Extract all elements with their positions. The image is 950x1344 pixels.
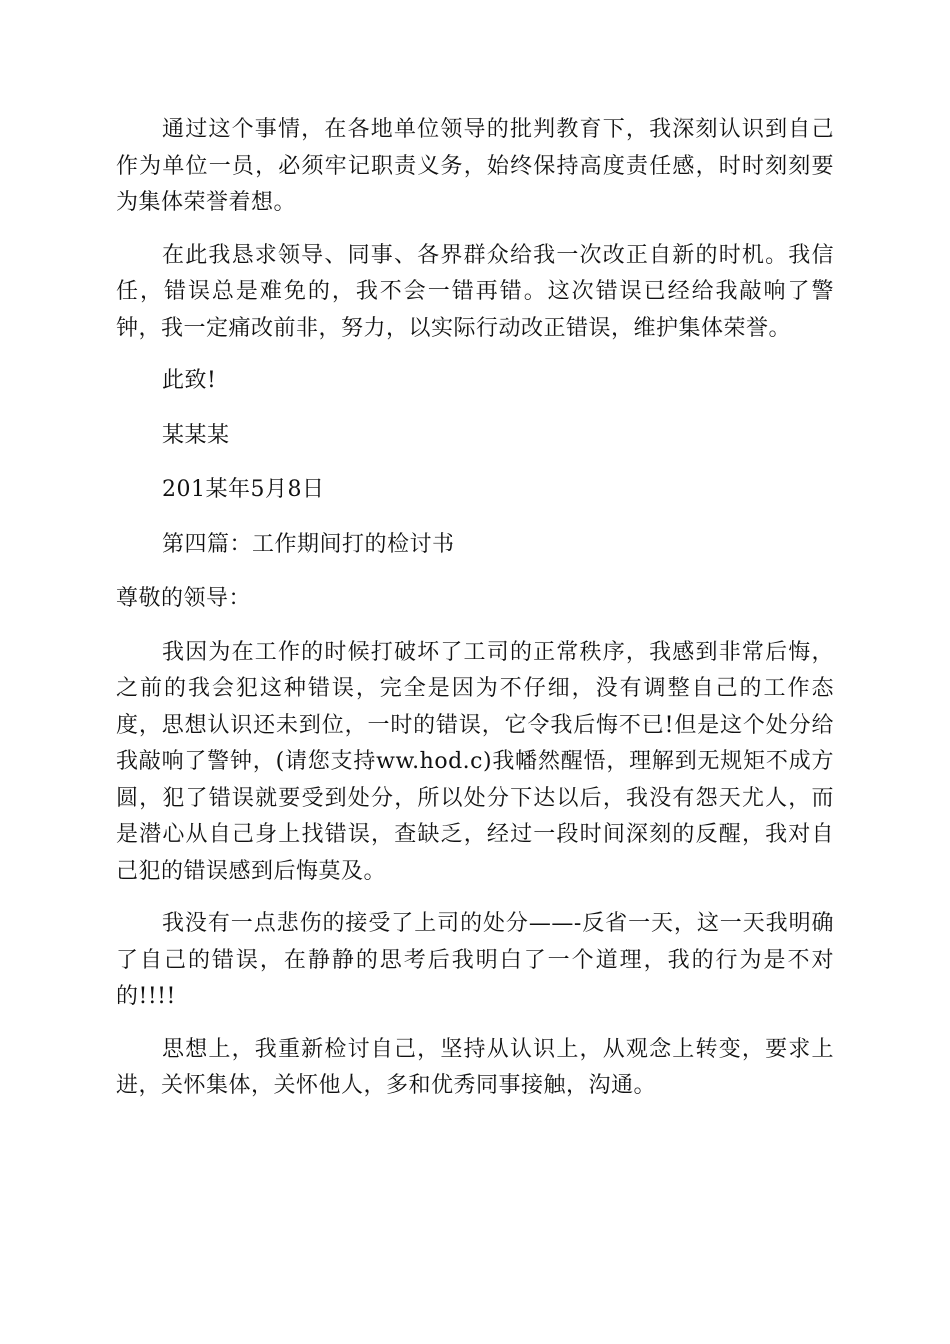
paragraph-plea: 在此我恳求领导、同事、各界群众给我一次改正自新的时机。我信任，错误总是难免的，我不会一错再错。这次错误已经给我敲响了警钟，我一定痛改前非，努力，以实际行动改正错误，维护集体荣誉。 — [116, 242, 834, 341]
letter-greeting: 尊敬的领导： — [116, 586, 252, 611]
paragraph-regret: 我因为在工作的时候打破坏了工司的正常秩序，我感到非常后悔，之前的我会犯这种错误，完全是因为不仔细，没有调整自己的工作态度，思想认识还未到位，一时的错误，它令我后悔不已!但是这个处分给我敲响了警钟，(请您支持ww.hod.c)我幡然醒悟，理解到无规矩不成方圆，犯了错误就要受到处分，所以处分下达以后，我没有怨天尤人，而是潜心从自己身上找错误，查缺乏，经过一段时间深刻的反醒，我对自己犯的错误感到后悔莫及。 — [116, 639, 834, 884]
document-page — [116, 112, 834, 1105]
section-heading: 第四篇：工作期间打的检讨书 — [162, 531, 455, 557]
paragraph-acceptance: 我没有一点悲伤的接受了上司的处分——-反省一天，这一天我明确了自己的错误，在静静的思考后我明白了一个道理，我的行为是不对的!!!! — [116, 911, 834, 1009]
paragraph-improvement: 思想上，我重新检讨自己，坚持从认识上，从观念上转变，要求上进，关怀集体，关怀他人，多和优秀同事接触，沟通。 — [116, 1036, 834, 1098]
signature-name: 某某某 — [162, 422, 230, 448]
closing-salutation: 此致! — [162, 368, 217, 393]
signature-date: 201某年5月8日 — [162, 477, 325, 502]
paragraph-reflection: 通过这个事情，在各地单位领导的批判教育下，我深刻认识到自己作为单位一员，必须牢记职责义务，始终保持高度责任感，时时刻刻要为集体荣誉着想。 — [116, 117, 834, 215]
